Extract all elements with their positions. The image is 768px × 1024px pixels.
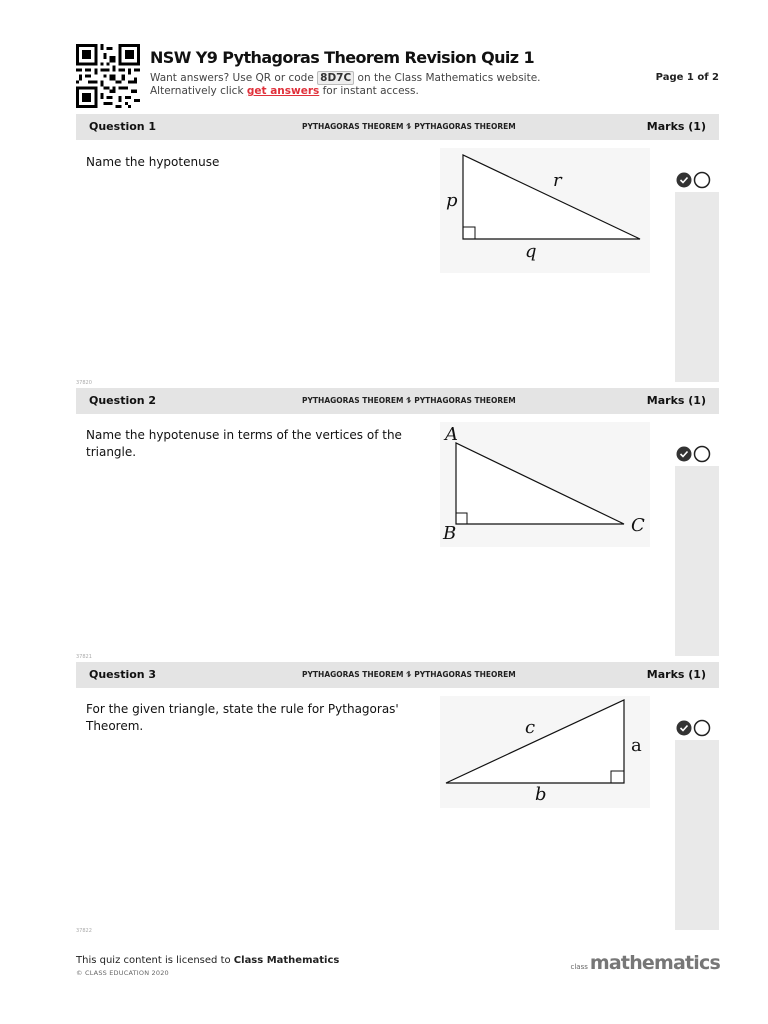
label-b: b	[535, 784, 547, 805]
label-C: C	[631, 515, 645, 536]
question-topic	[302, 122, 516, 132]
question-3-text: For the given triangle, state the rule for Pythagoras' Theorem.	[86, 702, 399, 733]
answers-hint-pre: Want answers? Use QR or code	[150, 72, 314, 84]
correct-check-icon[interactable]	[677, 173, 692, 188]
marking-bar	[675, 192, 719, 382]
license-notice	[76, 955, 339, 966]
question-3-triangle-figure	[440, 696, 650, 808]
question-topic	[302, 670, 516, 680]
answers-hint-line	[150, 71, 541, 85]
question-topic	[302, 396, 516, 406]
license-text: This quiz content is licensed to	[76, 955, 231, 966]
question-1-header	[76, 114, 719, 140]
question-id: 37822	[76, 928, 92, 934]
logo-mathematics-text: mathematics	[589, 952, 720, 974]
quiz-title: NSW Y9 Pythagoras Theorem Revision Quiz 1	[150, 48, 535, 67]
question-number: Question 3	[89, 668, 157, 681]
label-q: q	[525, 241, 537, 262]
topic-label: PYTHAGORAS THEOREM	[302, 670, 404, 679]
topic-arrow-icon: ⥮	[406, 122, 412, 131]
qr-code-image[interactable]	[76, 44, 140, 108]
question-marks: Marks (1)	[646, 120, 706, 133]
get-answers-link[interactable]: get answers	[246, 85, 320, 97]
label-B: B	[443, 523, 457, 544]
label-A: A	[445, 424, 458, 445]
subtopic-label: PYTHAGORAS THEOREM	[414, 122, 516, 131]
answers-hint-post: on the Class Mathematics website.	[357, 72, 541, 84]
question-2-header	[76, 388, 719, 414]
question-id: 37821	[76, 654, 92, 660]
question-id: 37820	[76, 380, 92, 386]
incorrect-circle-icon[interactable]	[695, 721, 710, 736]
class-mathematics-logo	[571, 952, 721, 974]
instant-access-pre: Alternatively click	[150, 85, 244, 97]
instant-access-post: for instant access.	[322, 85, 419, 97]
topic-label: PYTHAGORAS THEOREM	[302, 122, 404, 131]
question-number: Question 2	[89, 394, 157, 407]
marking-bar	[675, 740, 719, 930]
question-3-header	[76, 662, 719, 688]
question-marks: Marks (1)	[646, 394, 706, 407]
question-3-marking	[675, 718, 719, 930]
mark-icons	[675, 170, 719, 190]
question-2-text: Name the hypotenuse in terms of the vertices of the triangle.	[86, 428, 402, 459]
copyright: © CLASS EDUCATION 2020	[76, 969, 169, 977]
topic-arrow-icon: ⥮	[406, 670, 412, 679]
license-org: Class Mathematics	[233, 955, 340, 966]
question-2-marking	[675, 444, 719, 656]
answer-code: 8D7C	[317, 71, 354, 85]
question-number: Question 1	[89, 120, 157, 133]
correct-check-icon[interactable]	[677, 447, 692, 462]
label-r: r	[553, 170, 562, 191]
instant-access-line	[150, 85, 419, 97]
question-2-triangle-figure	[440, 422, 650, 547]
question-1-text: Name the hypotenuse	[86, 155, 220, 169]
subtopic-label: PYTHAGORAS THEOREM	[414, 670, 516, 679]
subtopic-label: PYTHAGORAS THEOREM	[414, 396, 516, 405]
marking-bar	[675, 466, 719, 656]
topic-arrow-icon: ⥮	[406, 396, 412, 405]
incorrect-circle-icon[interactable]	[695, 447, 710, 462]
logo-class-text: class	[570, 963, 588, 971]
page-indicator: Page 1 of 2	[655, 72, 719, 83]
mark-icons	[675, 718, 719, 738]
label-c: c	[525, 717, 536, 738]
correct-check-icon[interactable]	[677, 721, 692, 736]
label-a: a	[631, 735, 642, 756]
question-marks: Marks (1)	[646, 668, 706, 681]
question-1-triangle-figure	[440, 148, 650, 273]
mark-icons	[675, 444, 719, 464]
question-1-marking	[675, 170, 719, 382]
label-p: p	[446, 190, 458, 211]
topic-label: PYTHAGORAS THEOREM	[302, 396, 404, 405]
incorrect-circle-icon[interactable]	[695, 173, 710, 188]
